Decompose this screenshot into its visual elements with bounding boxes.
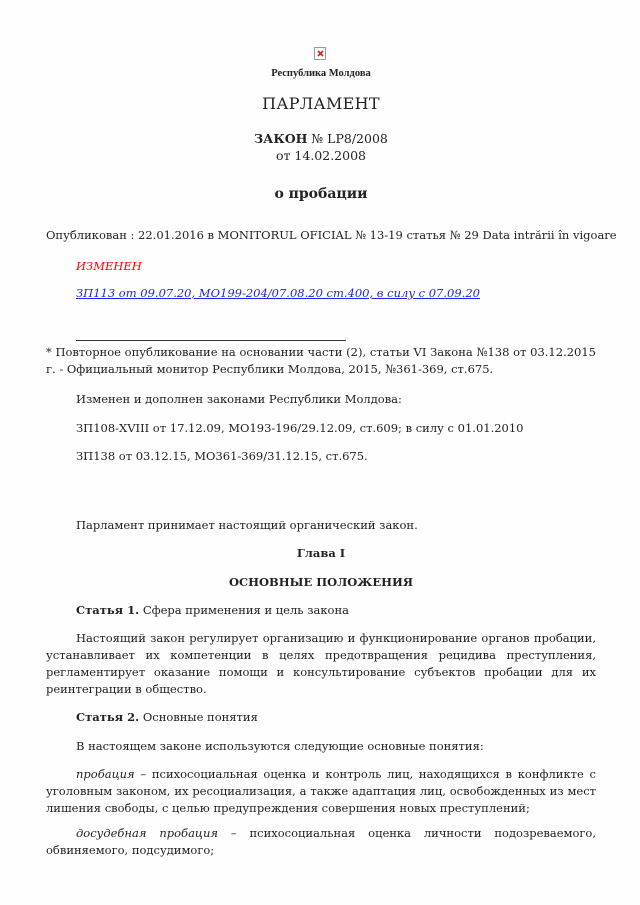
amendments-intro: Изменен и дополнен законами Республики Молдова:	[76, 392, 402, 406]
amendment-item: ЗП108-XVIII от 17.12.09, МО193-196/29.12.09, ст.609; в силу с 01.01.2010	[76, 421, 524, 435]
article-label: Статья 2.	[76, 710, 140, 724]
definition-item	[46, 825, 596, 859]
footnote: * Повторное опубликование на основании части (2), статьи VI Закона №138 от 03.12.2015 г. - Официальный монитор Республики Молдова, 2015, №361-369, ст.675.	[46, 345, 596, 376]
article-1-text: Настоящий закон регулирует организацию и функционирование органов пробации, устанавливает их компетенции в целях предотвращения рецидива преступления, регламентирует оказание помощи и консультирование субъектов пробации для их реинтеграции в общество.	[46, 631, 596, 696]
article-title: Сфера применения и цель закона	[142, 603, 349, 617]
law-date: от 14.02.2008	[276, 148, 366, 163]
definition-term: пробация	[76, 767, 135, 781]
broken-image-icon	[314, 47, 326, 60]
article-2-intro: В настоящем законе используются следующие основные понятия:	[76, 739, 484, 753]
law-label: ЗАКОН	[254, 131, 308, 146]
status-badge: ИЗМЕНЕН	[76, 259, 142, 273]
country-name: Республика Молдова	[271, 68, 371, 79]
article-2-heading	[76, 710, 258, 724]
publication-info: Опубликован : 22.01.2016 в MONITORUL OFICIAL № 13-19 статья № 29 Data intrării în vigoare	[46, 228, 617, 242]
amendment-item: ЗП138 от 03.12.15, МО361-369/31.12.15, ст.675.	[76, 449, 368, 463]
definition-item	[46, 766, 596, 817]
definition-term: досудебная пробация	[76, 826, 218, 840]
preamble: Парламент принимает настоящий органический закон.	[76, 518, 418, 532]
chapter-title: ОСНОВНЫЕ ПОЛОЖЕНИЯ	[228, 575, 414, 589]
footnote-separator	[76, 340, 346, 341]
amendment-link[interactable]: ЗП113 от 09.07.20, МО199-204/07.08.20 ст.400, в силу с 07.09.20	[76, 286, 480, 300]
article-label: Статья 1.	[76, 603, 140, 617]
definition-text: – психосоциальная оценка и контроль лиц, находящихся в конфликте с уголовным законом, их ресоциализация, а также адаптация лиц, освобожденных из мест лишения свободы, с целью предупреждения совершения новых преступлений;	[46, 767, 596, 815]
definition-text: – психосоциальная оценка личности подозреваемого, обвиняемого, подсудимого;	[46, 826, 596, 857]
article-1-heading	[76, 603, 349, 617]
law-number	[46, 131, 596, 146]
chapter-heading: Глава I	[296, 546, 346, 560]
institution-name: ПАРЛАМЕНТ	[262, 94, 380, 113]
article-title: Основные понятия	[142, 710, 258, 724]
law-number-value: № LP8/2008	[311, 131, 388, 146]
law-title: о пробации	[274, 186, 368, 202]
